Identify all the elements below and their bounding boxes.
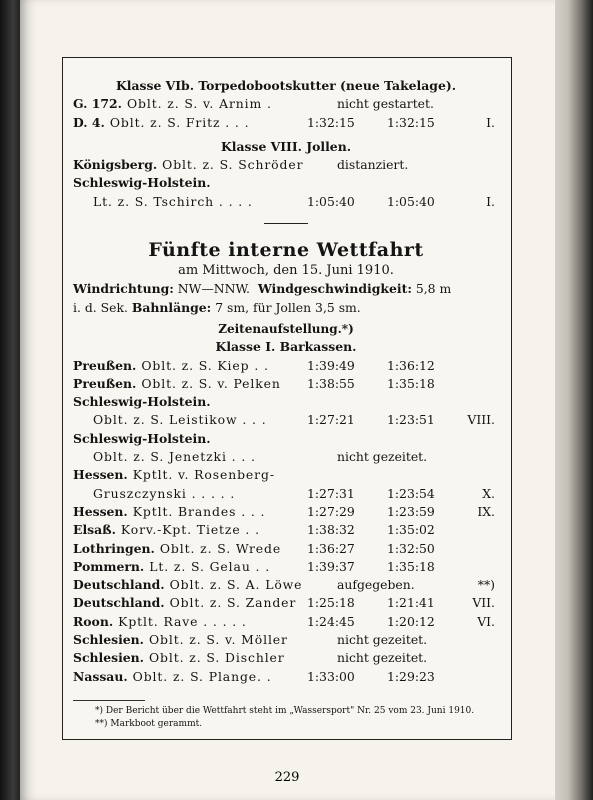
elapsed-time: 1:05:40 <box>307 193 355 209</box>
klasse-i-heading: Klasse I. Barkassen. <box>215 339 357 355</box>
footnotes <box>73 705 499 731</box>
elapsed-time: 1:38:32 <box>307 522 355 538</box>
crew-name: Lt. z. S. Tschirch . . . . <box>93 193 253 209</box>
crew-name: Kptlt. Brandes . . . <box>132 503 266 519</box>
speed-value: 5,8 m <box>415 281 452 297</box>
elapsed-time: 1:39:49 <box>307 357 355 373</box>
book-page-edges <box>551 0 593 800</box>
boat-name: Königsberg. <box>73 157 158 173</box>
hessen-first-line <box>73 466 499 484</box>
placement: **) <box>477 577 495 593</box>
elapsed-time: 1:27:31 <box>307 485 355 501</box>
boat-name: Preußen. <box>73 357 137 373</box>
track-label: Bahnlänge: <box>131 299 212 315</box>
klasse-viii-sh-row <box>73 193 499 211</box>
crew-name: Oblt. z. S. Schröder <box>162 157 304 173</box>
book-page <box>20 0 555 800</box>
crew-name: Kptlt. v. Rosenberg- <box>132 467 275 483</box>
boat-name: Schlesien. <box>73 632 144 648</box>
footnote-1: *) Der Bericht über die Wettfahrt steht im „Wassersport" Nr. 25 vom 23. Juni 1910. <box>95 705 475 716</box>
speed-unit: i. d. Sek. <box>73 299 128 315</box>
corrected-time: 1:32:50 <box>387 540 435 556</box>
wind-label: Windrichtung: <box>73 281 174 297</box>
crew-name: Oblt. z. S. A. Löwe <box>169 577 303 593</box>
corrected-time: 1:29:23 <box>387 668 435 684</box>
elapsed-time: 1:27:29 <box>307 503 355 519</box>
crew-name: Oblt. z. S. Plange. . <box>132 668 272 684</box>
result-row <box>73 448 499 466</box>
result-row <box>73 375 499 393</box>
placement: VI. <box>477 613 495 629</box>
crew-name: Gruszczynski . . . . . <box>93 485 236 501</box>
footnote-rule <box>73 700 145 701</box>
placement: I. <box>486 193 495 209</box>
page-content <box>73 77 499 731</box>
klasse-viii-heading: Klasse VIII. Jollen. <box>220 138 352 154</box>
corrected-time: 1:35:02 <box>387 522 435 538</box>
page-number: 229 <box>274 770 300 785</box>
corrected-time: 1:36:12 <box>387 357 435 373</box>
crew-name: Oblt. z. S. Kiep . . <box>141 357 269 373</box>
crew-name: Korv.-Kpt. Tietze . . <box>120 522 260 538</box>
result-row <box>73 485 499 503</box>
result-row <box>73 156 499 174</box>
result-row <box>73 411 499 429</box>
crew-name: Oblt. z. S. Jenetzki . . . <box>93 449 256 465</box>
result-row <box>73 114 499 132</box>
klasse-viii-rows <box>73 156 499 174</box>
boat-name: G. 172. <box>73 96 122 112</box>
result-row <box>73 558 499 576</box>
boat-name: Hessen. <box>73 503 128 519</box>
page-frame <box>62 57 512 785</box>
boat-name: Schleswig-Holstein. <box>73 430 211 446</box>
klasse-vib-rows <box>73 95 499 132</box>
result-row <box>73 668 499 686</box>
result-row <box>73 193 499 211</box>
speed-label: Windgeschwindigkeit: <box>257 281 412 297</box>
boat-name: Schleswig-Holstein. <box>73 175 211 191</box>
boat-name: Nassau. <box>73 668 128 684</box>
corrected-time: 1:35:18 <box>387 375 435 391</box>
section-divider <box>264 223 308 224</box>
placement: I. <box>486 114 495 130</box>
placement: X. <box>482 485 495 501</box>
corrected-time: 1:23:51 <box>387 412 435 428</box>
elapsed-time: 1:27:21 <box>307 412 355 428</box>
crew-name: Oblt. z. S. Leistikow . . . <box>93 412 267 428</box>
boat-name: Schlesien. <box>73 650 144 666</box>
track-line <box>73 299 499 317</box>
result-note: nicht gezeitet. <box>337 449 428 465</box>
corrected-time: 1:23:59 <box>387 503 435 519</box>
boat-name: D. 4. <box>73 114 105 130</box>
elapsed-time: 1:25:18 <box>307 595 355 611</box>
boat-name: Hessen. <box>73 467 128 483</box>
hessen-second-line <box>73 485 499 503</box>
result-row <box>73 521 499 539</box>
boat-name: Elsaß. <box>73 522 116 538</box>
result-row <box>73 357 499 375</box>
wind-value: NW—NNW. <box>177 281 250 297</box>
elapsed-time: 1:32:15 <box>307 114 355 130</box>
book-binding <box>0 0 22 800</box>
elapsed-time: 1:38:55 <box>307 375 355 391</box>
elapsed-time: 1:39:37 <box>307 558 355 574</box>
crew-name: Oblt. z. S. Wrede <box>159 540 282 556</box>
track-value: 7 sm, für Jollen 3,5 sm. <box>215 299 361 315</box>
corrected-time: 1:21:41 <box>387 595 435 611</box>
corrected-time: 1:20:12 <box>387 613 435 629</box>
sh2-row <box>73 448 499 466</box>
result-row <box>73 649 499 667</box>
result-row <box>73 613 499 631</box>
boat-name: Schleswig-Holstein. <box>73 394 211 410</box>
elapsed-time: 1:24:45 <box>307 613 355 629</box>
boat-name: Preußen. <box>73 375 137 391</box>
boat-name: Deutschland. <box>73 577 165 593</box>
result-note: nicht gestartet. <box>337 96 434 112</box>
placement: IX. <box>477 503 495 519</box>
corrected-time: 1:23:54 <box>387 485 435 501</box>
elapsed-time: 1:36:27 <box>307 540 355 556</box>
race-date: am Mittwoch, den 15. Juni 1910. <box>178 263 394 279</box>
result-note: distanziert. <box>337 157 409 173</box>
boat-name: Pommern. <box>73 558 145 574</box>
placement: VII. <box>472 595 495 611</box>
elapsed-time: 1:33:00 <box>307 668 355 684</box>
corrected-time: 1:32:15 <box>387 114 435 130</box>
result-row <box>73 540 499 558</box>
placement: VIII. <box>467 412 495 428</box>
klasse-i-rows-a <box>73 357 499 394</box>
race-title: Fünfte interne Wettfahrt <box>148 239 424 262</box>
result-row <box>73 576 499 594</box>
result-row <box>73 503 499 521</box>
klasse-i-rows-b <box>73 503 499 686</box>
crew-name: Kptlt. Rave . . . . . <box>118 613 247 629</box>
boat-name: Deutschland. <box>73 595 165 611</box>
crew-name: Oblt. z. S. Dischler <box>148 650 285 666</box>
sh1-row <box>73 411 499 429</box>
result-row <box>73 631 499 649</box>
crew-name: Oblt. z. S. v. Möller <box>148 632 288 648</box>
crew-name: Oblt. z. S. v. Pelken <box>141 375 281 391</box>
klasse-vib-heading: Klasse VIb. Torpedobootskutter (neue Takelage). <box>115 78 457 93</box>
result-note: nicht gezeitet. <box>337 650 428 666</box>
result-row <box>73 594 499 612</box>
corrected-time: 1:05:40 <box>387 193 435 209</box>
crew-name: Oblt. z. S. Zander <box>169 595 297 611</box>
result-row <box>73 95 499 113</box>
result-note: nicht gezeitet. <box>337 632 428 648</box>
result-note: aufgegeben. <box>337 577 415 593</box>
crew-name: Oblt. z. S. v. Arnim . <box>126 96 272 112</box>
crew-name: Lt. z. S. Gelau . . <box>149 558 271 574</box>
boat-name: Lothringen. <box>73 540 155 556</box>
boat-name: Roon. <box>73 613 114 629</box>
wind-line <box>73 280 499 298</box>
corrected-time: 1:35:18 <box>387 558 435 574</box>
zeiten-heading: Zeitenaufstellung.*) <box>218 321 354 336</box>
footnote-2: **) Markboot gerammt. <box>95 718 203 729</box>
crew-name: Oblt. z. S. Fritz . . . <box>109 114 250 130</box>
